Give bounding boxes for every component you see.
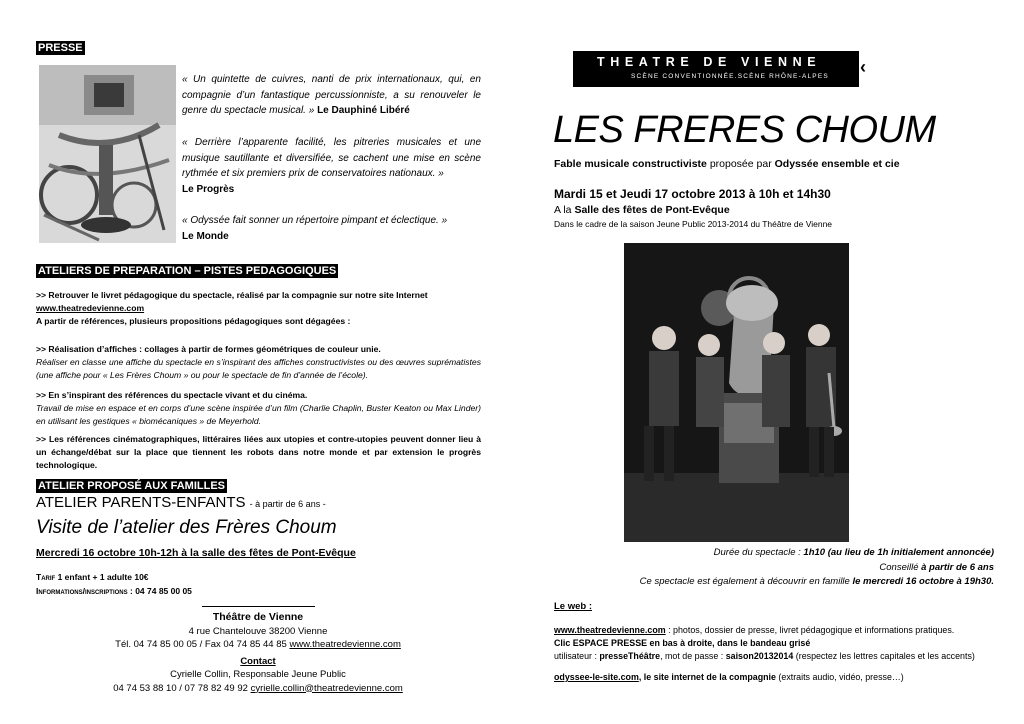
atelier-title: ATELIER PARENTS-ENFANTS - à partir de 6 ans - [36,494,326,511]
web-block: www.theatredevienne.com : photos, dossier de presse, livret pédagogique et informations pratiques. Clic ESPACE PRESSE en bas à droite, dans le bandeau grisé utilisateur : presseThéâtre, mot de passe : saison20132014 (respectez les lettres capitales et les accents) [554,625,975,661]
item-affiches: >> Réalisation d’affiches : collages à partir de formes géométriques de couleur unie. Réaliser en classe une affiche du spectacle en s’inspirant des affiches constructivistes ou des œuvres suprématistes (une affiche pour « Les Frères Choum » ou pour le spectacle de fin d’année de l’école). [36,344,481,380]
show-subtitle: Fable musicale constructiviste proposée par Odyssée ensemble et cie [554,158,900,170]
web-site-link[interactable]: www.theatredevienne.com [554,625,666,635]
show-venue: A la Salle des fêtes de Pont-Evêque [554,204,730,216]
show-details: Durée du spectacle : 1h10 (au lieu de 1h initialement annoncée) Conseillé à partir de 6 ans Ce spectacle est également à découvrir en famille le mercredi 16 octobre à 19h30. [639,547,994,587]
show-photo [624,243,849,542]
odyssee-site-link[interactable]: odyssee-le-site.com [554,672,639,682]
theatre-logo: THEATRE DE VIENNE SCÈNE CONVENTIONNÉE.SCÈNE RHÔNE-ALPES [573,51,859,87]
presse-label: PRESSE [38,42,83,54]
atelier-date: Mercredi 16 octobre 10h-12h à la salle des fêtes de Pont-Evêque [36,547,356,559]
ateliers-site-link[interactable]: www.theatredevienne.com [36,303,145,313]
ateliers-intro: >> Retrouver le livret pédagogique du spectacle, réalisé par la compagnie sur notre site Internet www.theatredevienne.com A partir de références, plusieurs propositions pédagogiques sont dégagées : [36,290,428,326]
show-season: Dans le cadre de la saison Jeune Public 2013-2014 du Théâtre de Vienne [554,219,833,229]
logo-mark-icon: ‹ [860,57,866,77]
contact-web-link[interactable]: www.theatredevienne.com [289,639,401,650]
contact-divider [202,606,315,607]
tarif-line: Tarif 1 enfant + 1 adulte 10€ [36,572,149,582]
show-title: LES FRERES CHOUM [553,109,936,151]
web-label: Le web : [554,601,593,612]
odyssee-block: odyssee-le-site.com, le site internet de la compagnie (extraits audio, vidéo, presse…) [554,672,904,682]
atelier-age: - à partir de 6 ans - [249,499,326,509]
ateliers-label: ATELIERS DE PREPARATION – PISTES PEDAGOGIQUES [38,265,337,277]
item-spectacle-vivant: >> En s’inspirant des références du spectacle vivant et du cinéma. Travail de mise en espace et en corps d’une scène inspirée d’un film (Charlie Chaplin, Buster Keaton ou Max Linder) en utilisant les gestiques « biomécaniques » de Meyerhold. [36,390,481,426]
item-references: >> Les références cinématographiques, littéraires liées aux utopies et contre-utopies peuvent donner lieu à un échange/débat sur la place que tiennent les robots dans notre monde et par extension le progrès technologique. [36,434,481,470]
press-photo [39,65,176,243]
contact-email-link[interactable]: cyrielle.collin@theatredevienne.com [250,682,403,694]
quote-monde: « Odyssée fait sonner un répertoire pimpant et éclectique. » Le Monde [182,215,448,242]
contact-block: Théâtre de Vienne 4 rue Chantelouve 38200 Vienne Tél. 04 74 85 00 05 / Fax 04 74 85 44 85 www.theatredevienne.com Contact Cyrielle Collin, Responsable Jeune Public 04 74 53 88 10 / 07 78 82 49 92 cyrielle.collin@theatredevienne.com [113,611,403,694]
quote-dauphine: « Un quintette de cuivres, nanti de prix internationaux, qui, en compagnie d’un fantastique percussionniste, a su renouveler le genre du spectacle musical. » Le Dauphiné Libéré [182,74,481,116]
quote-progres: « Derrière l’apparente facilité, les pitreries musicales et une musique sautillante et diversifiée, se cachent une mise en scène rythmée et six premiers prix de conservatoires nationaux. » Le Progrès [182,137,481,195]
show-dates: Mardi 15 et Jeudi 17 octobre 2013 à 10h et 14h30 [554,187,831,201]
visite-title: Visite de l’atelier des Frères Choum [36,517,337,538]
familles-label: ATELIER PROPOSÉ AUX FAMILLES [38,480,226,492]
info-line: Informations/inscriptions : 04 74 85 00 05 [36,586,192,596]
